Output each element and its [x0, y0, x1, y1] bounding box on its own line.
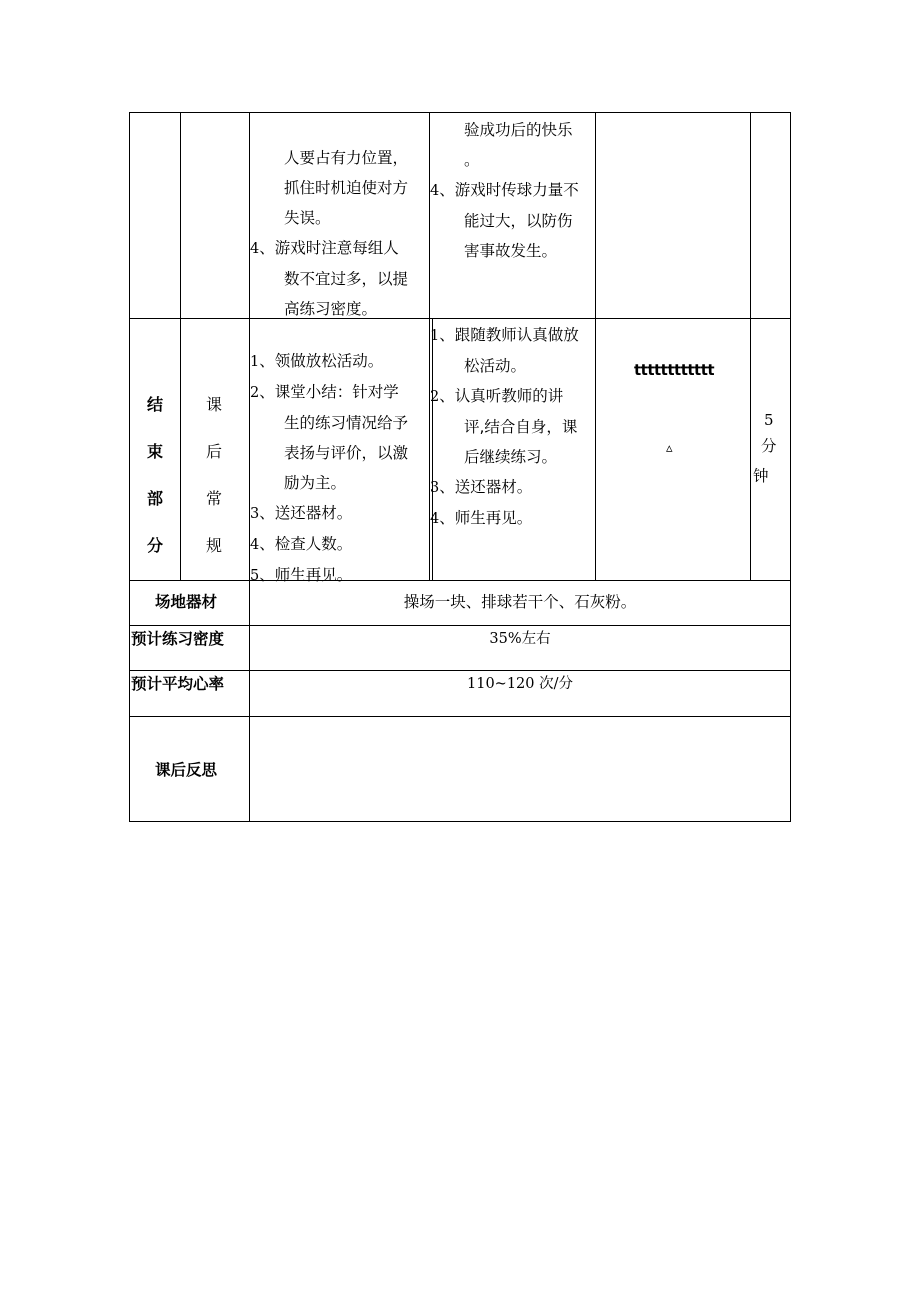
item-text: 、师生再见。	[259, 566, 353, 584]
char: 部	[146, 489, 163, 508]
text-line: 数不宜过多，以提	[284, 270, 409, 288]
reflection-label: 课后反思	[155, 761, 218, 779]
table-border-bottom	[129, 821, 791, 822]
item-number: 1	[250, 354, 260, 370]
item-text: 、课堂小结：针对学	[259, 383, 399, 401]
time-unit: 分	[761, 437, 777, 455]
table-row-divider	[129, 318, 791, 319]
heartrate-value: 110~120 次/分	[467, 676, 573, 692]
text-line: 失误。	[284, 209, 331, 227]
item-text: 、师生再见。	[439, 509, 533, 527]
char: 后	[205, 442, 222, 461]
item-text: 、送还器材。	[259, 504, 353, 522]
item-text: 、送还器材。	[439, 478, 533, 496]
table-row-divider	[129, 580, 791, 581]
text-line: 评,结合自身，课	[464, 418, 578, 436]
text-line: 。	[464, 151, 480, 169]
item-text: 、检查人数。	[259, 535, 353, 553]
list-item	[430, 503, 594, 534]
list-item	[430, 320, 594, 351]
list-item	[250, 529, 428, 560]
heartrate-label: 预计平均心率	[131, 675, 225, 693]
table-row-divider	[129, 716, 791, 717]
item-number: 4	[430, 511, 440, 527]
text-line: 后继续练习。	[464, 448, 558, 466]
table-col-divider	[595, 112, 596, 581]
venue-label: 场地器材	[155, 593, 218, 611]
density-label: 预计练习密度	[131, 630, 225, 648]
char: 规	[205, 536, 222, 555]
student-activity-list	[430, 320, 594, 534]
item-text: 、认真听教师的讲	[439, 387, 564, 405]
venue-value: 操场一块、排球若干个、石灰粉。	[403, 593, 637, 611]
item-number: 4	[430, 183, 440, 199]
formation-students: tttttttttttt	[634, 361, 715, 379]
item-text: 、游戏时传球力量不	[439, 181, 579, 199]
text-line: 励为主。	[284, 474, 347, 492]
char: 分	[146, 536, 163, 555]
teacher-activity-list	[250, 346, 428, 591]
item-number: 4	[250, 241, 260, 257]
list-item	[250, 233, 428, 264]
density-value: 35%左右	[489, 631, 551, 647]
item-number: 4	[250, 537, 260, 553]
item-number: 5	[250, 568, 260, 584]
student-activity-continued	[430, 115, 594, 266]
text-line: 松活动。	[464, 357, 527, 375]
text-line: 害事故发生。	[464, 242, 558, 260]
list-item	[430, 472, 594, 503]
teacher-triangle-icon: ▵	[666, 441, 673, 456]
item-number: 3	[430, 480, 440, 496]
list-item	[250, 346, 428, 377]
content-label	[194, 381, 234, 569]
item-number: 2	[430, 389, 440, 405]
text-line: 人要占有力位置，	[284, 149, 409, 167]
table-col-divider	[180, 112, 181, 581]
item-number: 2	[250, 385, 260, 401]
text-line: 能过大，以防伤	[464, 212, 573, 230]
text-line: 高练习密度。	[284, 300, 378, 318]
list-item	[430, 175, 594, 206]
item-text: 、领做放松活动。	[259, 352, 384, 370]
char: 结	[146, 395, 163, 414]
text-line: 验成功后的快乐	[464, 121, 573, 139]
char: 常	[205, 489, 222, 508]
char: 束	[146, 442, 163, 461]
time-unit: 钟	[753, 467, 769, 485]
table-border-left	[129, 112, 130, 822]
list-item	[250, 498, 428, 529]
char: 课	[205, 395, 222, 414]
part-label	[135, 381, 175, 569]
table-col-divider	[750, 112, 751, 581]
item-number: 1	[430, 328, 440, 344]
text-line: 生的练习情况给予	[284, 414, 409, 432]
time-minutes: 5	[764, 411, 774, 429]
list-item	[250, 377, 428, 408]
table-border-top	[129, 112, 791, 113]
table-border-right	[790, 112, 791, 822]
text-line: 抓住时机迫使对方	[284, 179, 409, 197]
list-item	[430, 381, 594, 412]
item-number: 3	[250, 506, 260, 522]
item-text: 、游戏时注意每组人	[259, 239, 399, 257]
item-text: 、跟随教师认真做放	[439, 326, 579, 344]
teacher-method-continued	[250, 143, 428, 324]
text-line: 表扬与评价，以激	[284, 444, 409, 462]
